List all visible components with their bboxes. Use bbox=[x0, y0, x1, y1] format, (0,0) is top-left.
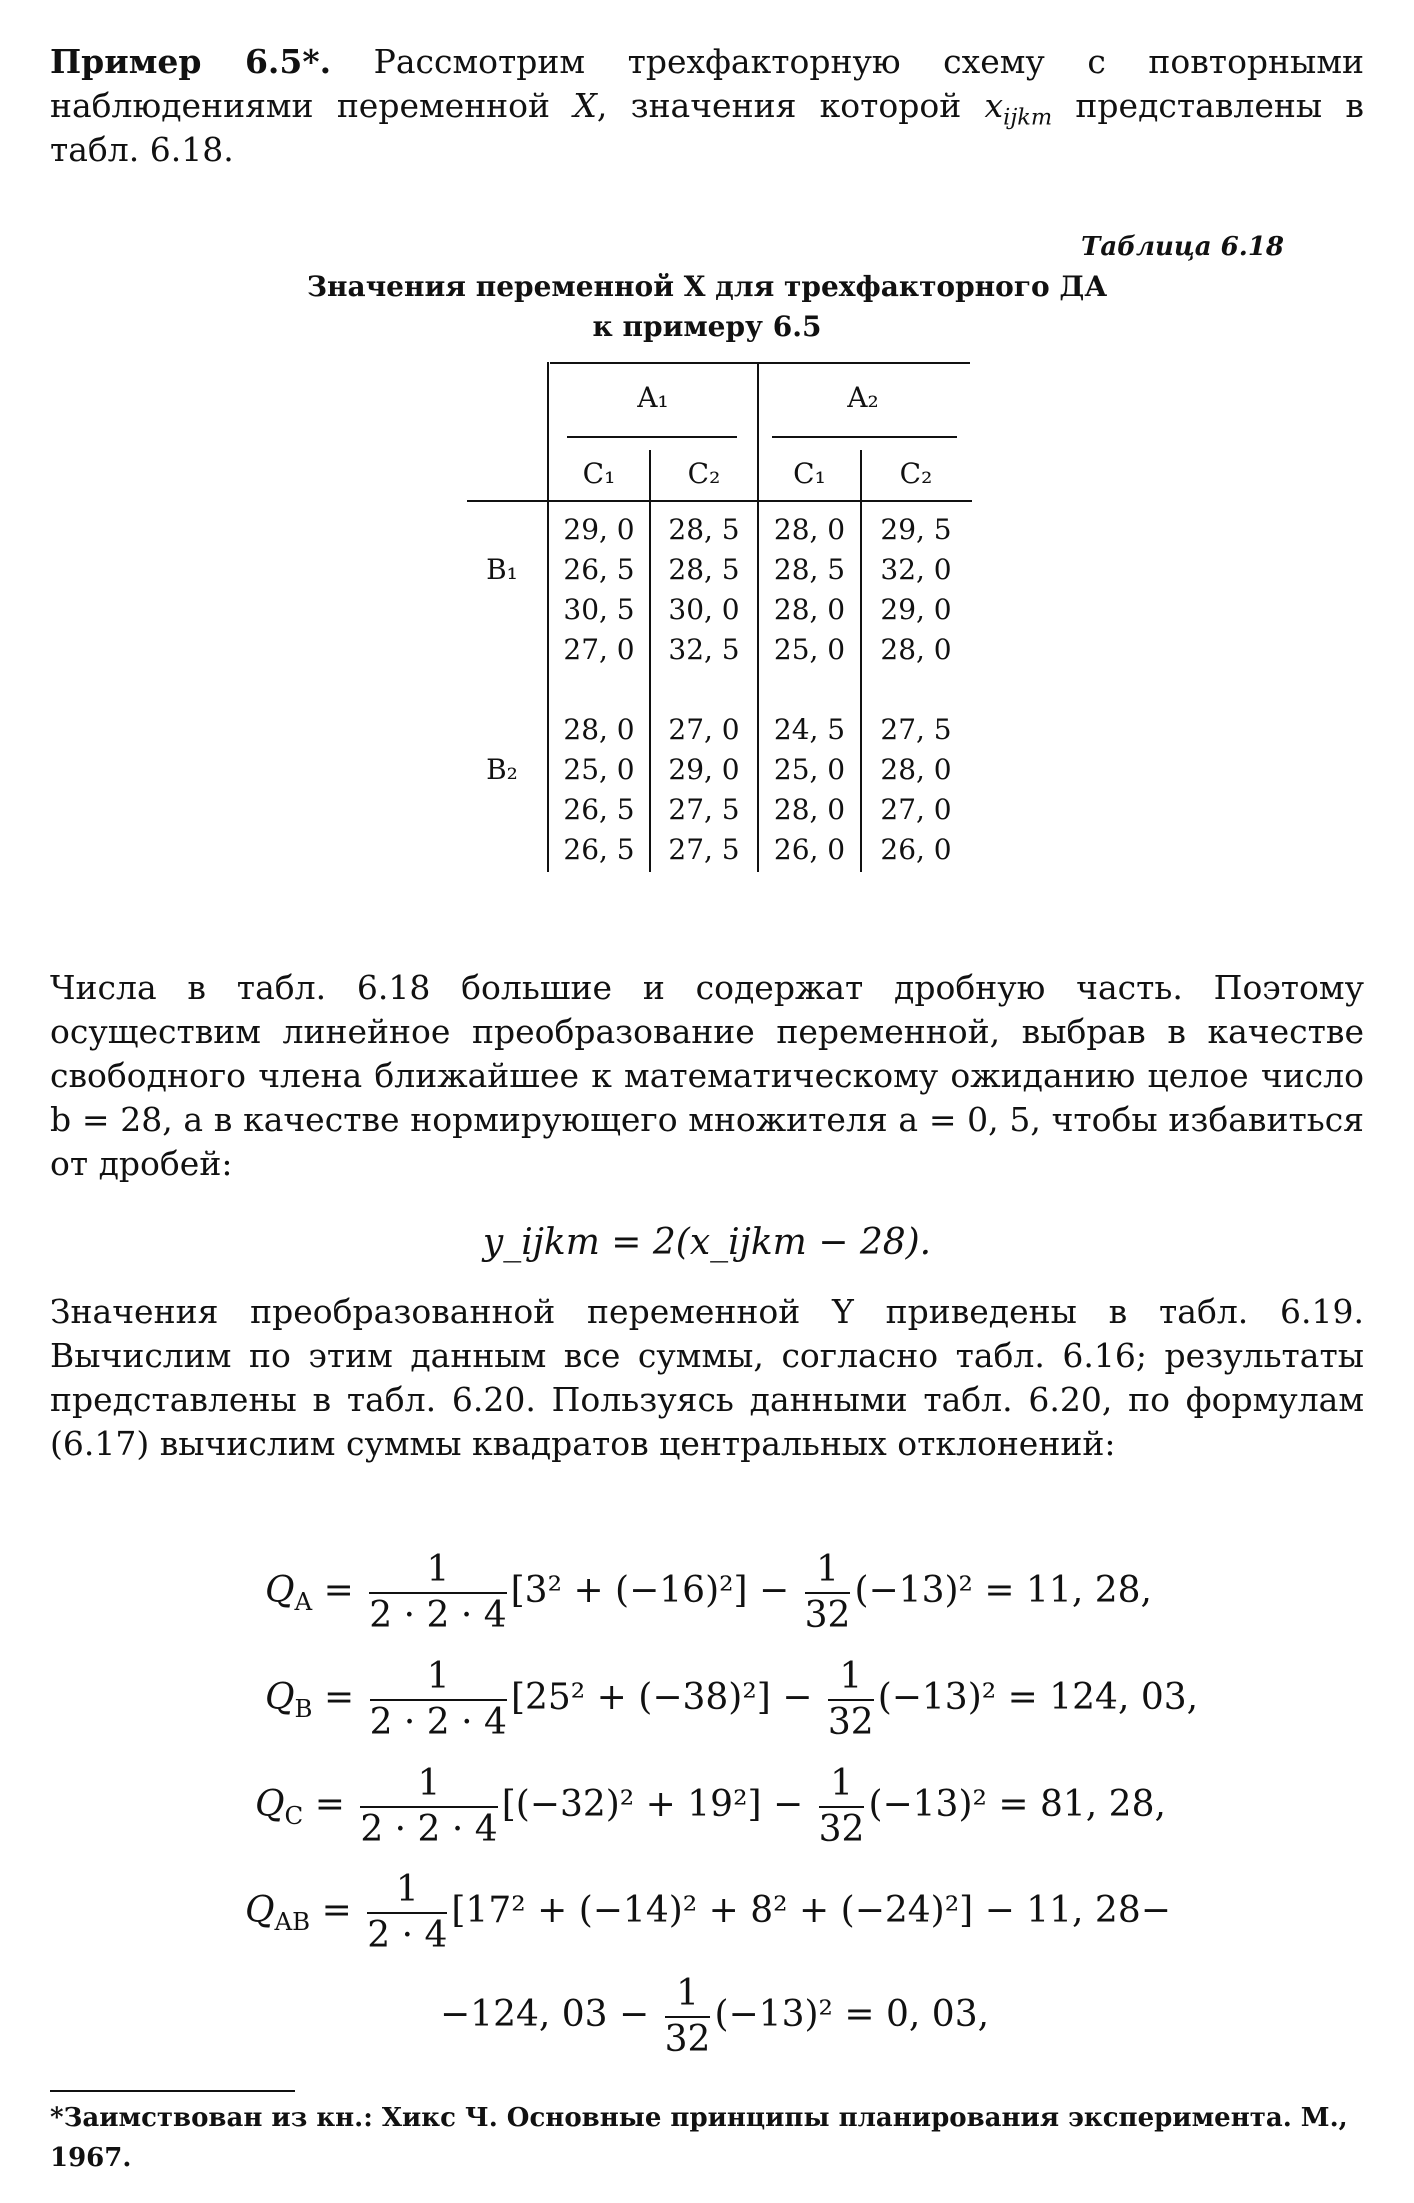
table-cell: 29, 0 bbox=[563, 513, 635, 546]
table-cell: 28, 0 bbox=[773, 793, 846, 826]
table-cell: 28, 0 bbox=[773, 593, 846, 626]
table-cell: 28, 0 bbox=[773, 513, 846, 546]
table-cell: 26, 5 bbox=[563, 793, 635, 826]
table-title-line1: Значения переменной X для трехфакторного ДА bbox=[306, 270, 1108, 303]
data-table bbox=[467, 362, 967, 872]
table-title-line2: к примеру 6.5 bbox=[592, 310, 822, 343]
table-cell: 28, 5 bbox=[668, 513, 740, 546]
table-cell: 29, 0 bbox=[668, 753, 740, 786]
formula-qb: $Q_B$ = $\frac{1}{2 \cdot 2 \cdot 4}$ [25² + (−38)²] − $\frac{1}{32}$ (−13)² = 124, 03, bbox=[265, 1656, 1199, 1743]
table-cell: 27, 5 bbox=[880, 713, 952, 746]
table-cell: 25, 0 bbox=[773, 633, 846, 666]
table-cell: 28, 0 bbox=[880, 633, 952, 666]
paragraph-transform: Числа в табл. 6.18 большие и содержат дробную часть. Поэтому осуществим линейное преобразование переменной, выбрав в качестве свободного члена ближайшее к математическому ожиданию целое число b = 28, а в качестве нормирующего множителя a = 0, 5, чтобы избавиться от дробей: bbox=[50, 968, 1364, 1183]
table-cell: 28, 5 bbox=[668, 553, 740, 586]
table-cell: 29, 5 bbox=[880, 513, 952, 546]
table-cell: 26, 5 bbox=[563, 833, 635, 866]
formula-qab: $Q_{AB}$ = $\frac{1}{2 \cdot 4}$ [17² + (−14)² + 8² + (−24)²] − 11, 28− bbox=[245, 1869, 1171, 1956]
table-cell: 30, 5 bbox=[563, 593, 635, 626]
formula-qab-continued: −124, 03 − $\frac{1}{32}$ (−13)² = 0, 03, bbox=[440, 1973, 990, 2060]
table-cell: 26, 5 bbox=[563, 553, 635, 586]
transform-equation: y_ijkm = 2(x_ijkm − 28). bbox=[482, 1222, 932, 1263]
sub-col-header: C₂ bbox=[687, 457, 721, 490]
table-cell: 26, 0 bbox=[880, 833, 952, 866]
table-cell: 27, 5 bbox=[668, 833, 740, 866]
col-group-a1: A₁ bbox=[637, 381, 669, 414]
example-label: Пример 6.5*. bbox=[50, 42, 332, 81]
table-cell: 32, 5 bbox=[668, 633, 740, 666]
sub-col-header: C₂ bbox=[899, 457, 933, 490]
table-cell: 27, 5 bbox=[668, 793, 740, 826]
sub-col-header: C₁ bbox=[793, 457, 826, 490]
row-label-b2: B₂ bbox=[486, 753, 518, 786]
row-label-b1: B₁ bbox=[486, 553, 518, 586]
sub-col-header: C₁ bbox=[582, 457, 616, 490]
footnote: *Заимствован из кн.: Хикс Ч. Основные принципы планирования эксперимента. М., 1967. bbox=[50, 2103, 1348, 2173]
table-cell: 27, 0 bbox=[563, 633, 635, 666]
table-cell: 25, 0 bbox=[563, 753, 635, 786]
table-cell: 28, 5 bbox=[773, 553, 846, 586]
paragraph-sums: Значения преобразованной переменной Y приведены в табл. 6.19. Вычислим по этим данным все суммы, согласно табл. 6.16; результаты представлены в табл. 6.20. Пользуясь данными табл. 6.20, по формулам (6.17) вычислим суммы квадратов центральных отклонений: bbox=[50, 1292, 1364, 1463]
table-cell: 24, 5 bbox=[773, 713, 846, 746]
table-cell: 28, 0 bbox=[563, 713, 635, 746]
formula-qc: $Q_C$ = $\frac{1}{2 \cdot 2 \cdot 4}$ [(−32)² + 19²] − $\frac{1}{32}$ (−13)² = 81, 28, bbox=[255, 1763, 1166, 1850]
table-number: Таблица 6.18 bbox=[1080, 232, 1284, 262]
table-cell: 29, 0 bbox=[880, 593, 952, 626]
table-cell: 32, 0 bbox=[880, 553, 952, 586]
table-cell: 30, 0 bbox=[668, 593, 740, 626]
formula-qa: $Q_A$ = $\frac{1}{2 \cdot 2 \cdot 4}$ [3² + (−16)²] − $\frac{1}{32}$ (−13)² = 11, 28, bbox=[265, 1549, 1152, 1636]
footnote-rule bbox=[50, 2090, 295, 2092]
table-cell: 26, 0 bbox=[773, 833, 846, 866]
table-cell: 27, 0 bbox=[880, 793, 952, 826]
table-cell: 25, 0 bbox=[773, 753, 846, 786]
intro-paragraph: Пример 6.5*. Рассмотрим трехфакторную схему с повторными наблюдениями переменной X, значения которой $x_{ijkm}$ представлены в табл. 6.18. bbox=[50, 42, 1364, 169]
col-group-a2: A₂ bbox=[847, 381, 879, 414]
table-cell: 27, 0 bbox=[668, 713, 740, 746]
table-cell: 28, 0 bbox=[880, 753, 952, 786]
